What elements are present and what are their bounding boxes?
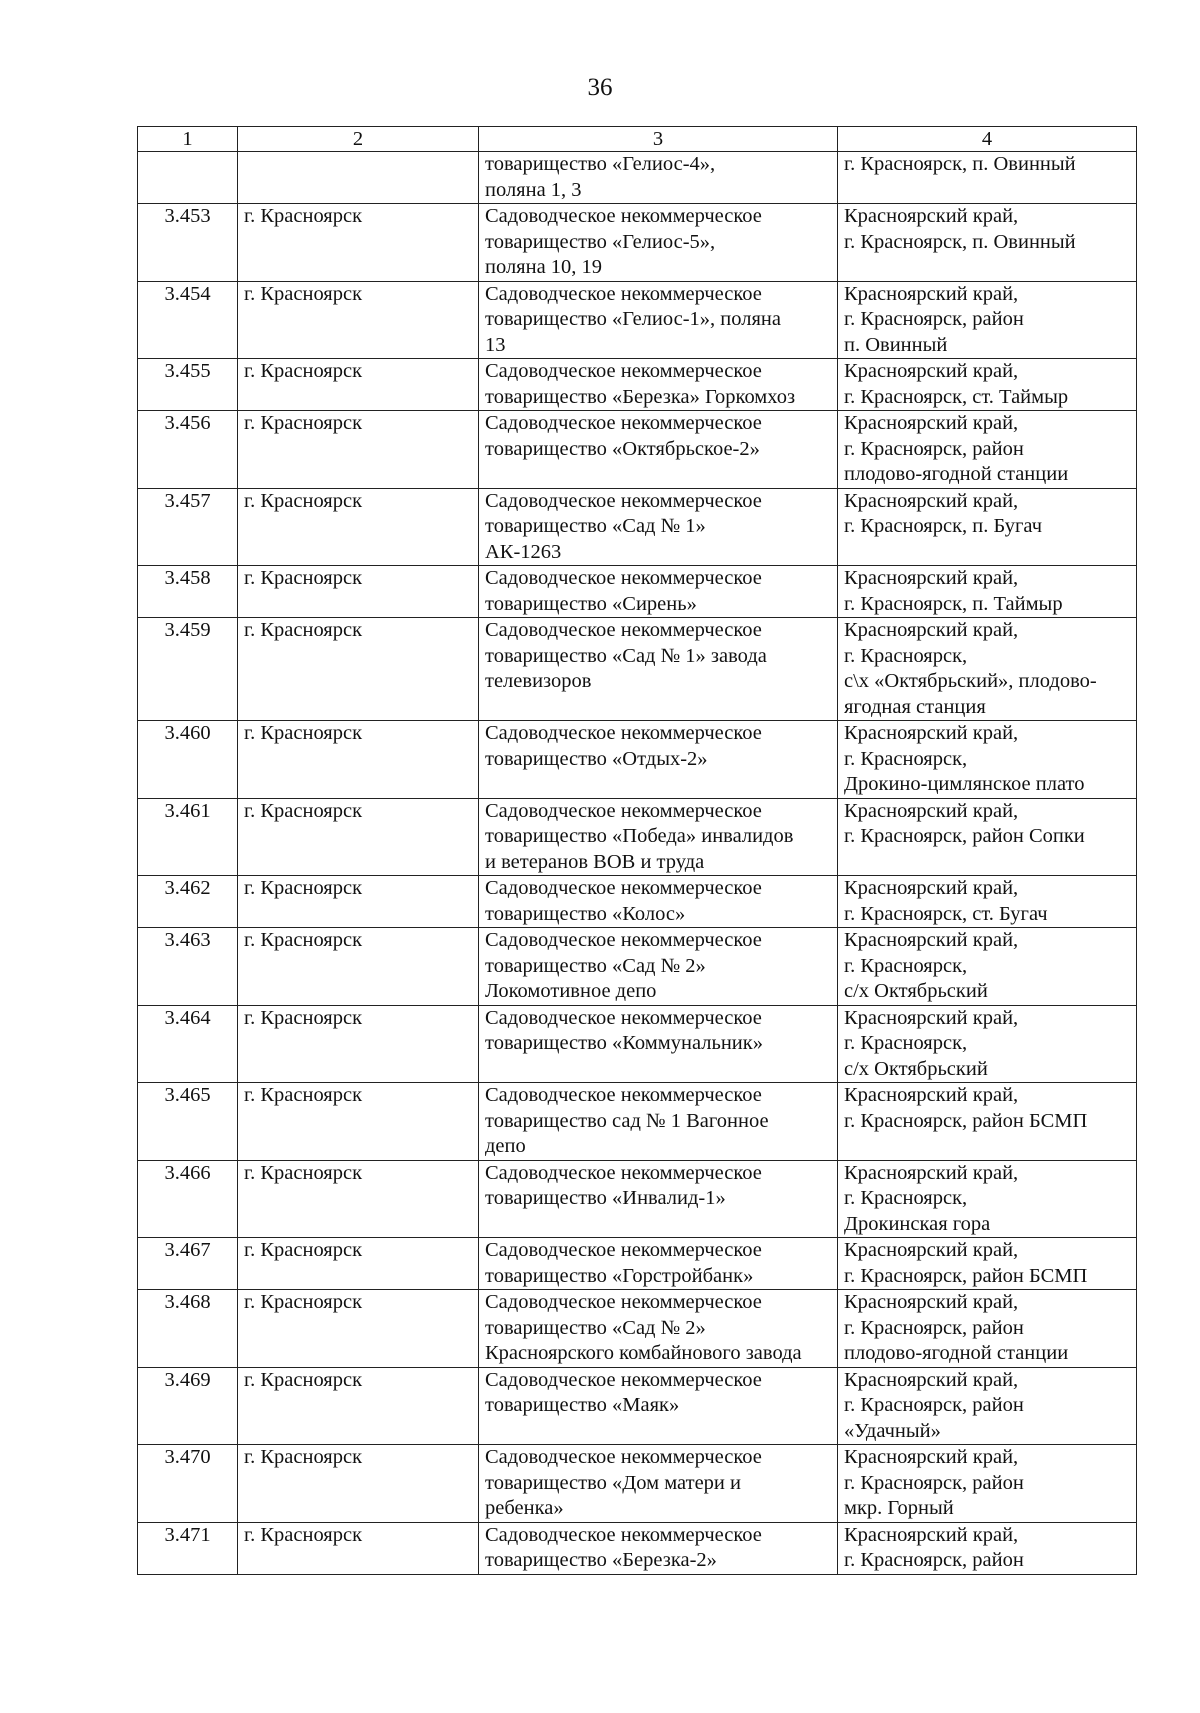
table-row xyxy=(138,1445,1137,1523)
city-cell: г. Красноярск xyxy=(238,1160,479,1238)
city-cell: г. Красноярск xyxy=(238,618,479,721)
row-number-cell: 3.460 xyxy=(138,721,238,799)
row-number-cell: 3.458 xyxy=(138,566,238,618)
organization-name-cell: Садоводческое некоммерческое товарищество «Сирень» xyxy=(479,566,838,618)
table-row xyxy=(138,798,1137,876)
organization-name-cell: Садоводческое некоммерческое товарищество «Сад № 2» Красноярского комбайнового завода xyxy=(479,1290,838,1368)
column-number-4: 4 xyxy=(838,127,1137,152)
row-number-cell: 3.456 xyxy=(138,411,238,489)
table-row xyxy=(138,1005,1137,1083)
city-cell: г. Красноярск xyxy=(238,566,479,618)
address-cell: Красноярский край, г. Красноярск, район БСМП xyxy=(838,1238,1137,1290)
city-cell: г. Красноярск xyxy=(238,1445,479,1523)
address-cell: Красноярский край, г. Красноярск, п. Таймыр xyxy=(838,566,1137,618)
city-cell: г. Красноярск xyxy=(238,798,479,876)
city-cell: г. Красноярск xyxy=(238,281,479,359)
address-cell: Красноярский край, г. Красноярск, с\х «Октябрьский», плодово- ягодная станция xyxy=(838,618,1137,721)
city-cell: г. Красноярск xyxy=(238,1290,479,1368)
organization-name-cell: Садоводческое некоммерческое товарищество «Гелиос-1», поляна 13 xyxy=(479,281,838,359)
organization-name-cell: Садоводческое некоммерческое товарищество «Гелиос-5», поляна 10, 19 xyxy=(479,204,838,282)
organization-name-cell: Садоводческое некоммерческое товарищество «Дом матери и ребенка» xyxy=(479,1445,838,1523)
address-cell: Красноярский край, г. Красноярск, район плодово-ягодной станции xyxy=(838,411,1137,489)
organization-name-cell: Садоводческое некоммерческое товарищество «Сад № 1» завода телевизоров xyxy=(479,618,838,721)
row-number-cell: 3.465 xyxy=(138,1083,238,1161)
page-number: 36 xyxy=(587,74,613,101)
row-number-cell: 3.466 xyxy=(138,1160,238,1238)
organization-name-cell: Садоводческое некоммерческое товарищество «Победа» инвалидов и ветеранов ВОВ и труда xyxy=(479,798,838,876)
row-number-cell: 3.467 xyxy=(138,1238,238,1290)
address-cell: Красноярский край, г. Красноярск, Дрокино-цимлянское плато xyxy=(838,721,1137,799)
row-number-cell: 3.468 xyxy=(138,1290,238,1368)
table-row xyxy=(138,1160,1137,1238)
address-cell: г. Красноярск, п. Овинный xyxy=(838,152,1137,204)
city-cell: г. Красноярск xyxy=(238,411,479,489)
organization-name-cell: Садоводческое некоммерческое товарищество «Горстройбанк» xyxy=(479,1238,838,1290)
organization-name-cell: Садоводческое некоммерческое товарищество «Сад № 1» АК-1263 xyxy=(479,488,838,566)
city-cell: г. Красноярск xyxy=(238,1238,479,1290)
city-cell: г. Красноярск xyxy=(238,721,479,799)
city-cell: г. Красноярск xyxy=(238,876,479,928)
table-row xyxy=(138,876,1137,928)
table-row xyxy=(138,1290,1137,1368)
table-row xyxy=(138,281,1137,359)
city-cell: г. Красноярск xyxy=(238,1005,479,1083)
row-number-cell: 3.457 xyxy=(138,488,238,566)
address-cell: Красноярский край, г. Красноярск, район БСМП xyxy=(838,1083,1137,1161)
organization-name-cell: Садоводческое некоммерческое товарищество «Березка» Горкомхоз xyxy=(479,359,838,411)
row-number-cell: 3.463 xyxy=(138,928,238,1006)
row-number-cell: 3.461 xyxy=(138,798,238,876)
table-row xyxy=(138,1367,1137,1445)
address-cell: Красноярский край, г. Красноярск, район Сопки xyxy=(838,798,1137,876)
address-cell: Красноярский край, г. Красноярск, Дрокинская гора xyxy=(838,1160,1137,1238)
organization-name-cell: товарищество «Гелиос-4», поляна 1, 3 xyxy=(479,152,838,204)
organization-name-cell: Садоводческое некоммерческое товарищество «Октябрьское-2» xyxy=(479,411,838,489)
city-cell: г. Красноярск xyxy=(238,1522,479,1574)
table-row xyxy=(138,1083,1137,1161)
table-row xyxy=(138,1522,1137,1574)
city-cell xyxy=(238,152,479,204)
organization-name-cell: Садоводческое некоммерческое товарищество «Березка-2» xyxy=(479,1522,838,1574)
row-number-cell: 3.469 xyxy=(138,1367,238,1445)
row-number-cell: 3.471 xyxy=(138,1522,238,1574)
address-cell: Красноярский край, г. Красноярск, п. Бугач xyxy=(838,488,1137,566)
address-cell: Красноярский край, г. Красноярск, район плодово-ягодной станции xyxy=(838,1290,1137,1368)
table-row xyxy=(138,618,1137,721)
city-cell: г. Красноярск xyxy=(238,204,479,282)
organization-name-cell: Садоводческое некоммерческое товарищество «Маяк» xyxy=(479,1367,838,1445)
address-cell: Красноярский край, г. Красноярск, район мкр. Горный xyxy=(838,1445,1137,1523)
row-number-cell: 3.470 xyxy=(138,1445,238,1523)
table-row xyxy=(138,359,1137,411)
address-cell: Красноярский край, г. Красноярск, с/х Октябрьский xyxy=(838,928,1137,1006)
column-number-1: 1 xyxy=(138,127,238,152)
table-row xyxy=(138,928,1137,1006)
table-row xyxy=(138,411,1137,489)
address-cell: Красноярский край, г. Красноярск, район «Удачный» xyxy=(838,1367,1137,1445)
column-numbers-row xyxy=(138,127,1137,152)
address-cell: Красноярский край, г. Красноярск, район xyxy=(838,1522,1137,1574)
organization-name-cell: Садоводческое некоммерческое товарищество «Сад № 2» Локомотивное депо xyxy=(479,928,838,1006)
city-cell: г. Красноярск xyxy=(238,359,479,411)
city-cell: г. Красноярск xyxy=(238,1367,479,1445)
row-number-cell: 3.455 xyxy=(138,359,238,411)
city-cell: г. Красноярск xyxy=(238,488,479,566)
row-number-cell: 3.464 xyxy=(138,1005,238,1083)
organization-name-cell: Садоводческое некоммерческое товарищество «Отдых-2» xyxy=(479,721,838,799)
address-cell: Красноярский край, г. Красноярск, с/х Октябрьский xyxy=(838,1005,1137,1083)
address-cell: Красноярский край, г. Красноярск, ст. Таймыр xyxy=(838,359,1137,411)
registry-table xyxy=(137,126,1137,1575)
organization-name-cell: Садоводческое некоммерческое товарищество «Колос» xyxy=(479,876,838,928)
address-cell: Красноярский край, г. Красноярск, район п. Овинный xyxy=(838,281,1137,359)
table-row xyxy=(138,204,1137,282)
organization-name-cell: Садоводческое некоммерческое товарищество «Коммунальник» xyxy=(479,1005,838,1083)
row-number-cell: 3.454 xyxy=(138,281,238,359)
registry-table-body xyxy=(138,127,1137,1575)
city-cell: г. Красноярск xyxy=(238,1083,479,1161)
city-cell: г. Красноярск xyxy=(238,928,479,1006)
address-cell: Красноярский край, г. Красноярск, ст. Бугач xyxy=(838,876,1137,928)
organization-name-cell: Садоводческое некоммерческое товарищество «Инвалид-1» xyxy=(479,1160,838,1238)
table-row xyxy=(138,152,1137,204)
column-number-3: 3 xyxy=(479,127,838,152)
column-number-2: 2 xyxy=(238,127,479,152)
address-cell: Красноярский край, г. Красноярск, п. Овинный xyxy=(838,204,1137,282)
row-number-cell: 3.459 xyxy=(138,618,238,721)
organization-name-cell: Садоводческое некоммерческое товарищество сад № 1 Вагонное депо xyxy=(479,1083,838,1161)
row-number-cell: 3.453 xyxy=(138,204,238,282)
table-row xyxy=(138,566,1137,618)
table-row xyxy=(138,1238,1137,1290)
row-number-cell: 3.462 xyxy=(138,876,238,928)
table-row xyxy=(138,488,1137,566)
table-row xyxy=(138,721,1137,799)
row-number-cell xyxy=(138,152,238,204)
